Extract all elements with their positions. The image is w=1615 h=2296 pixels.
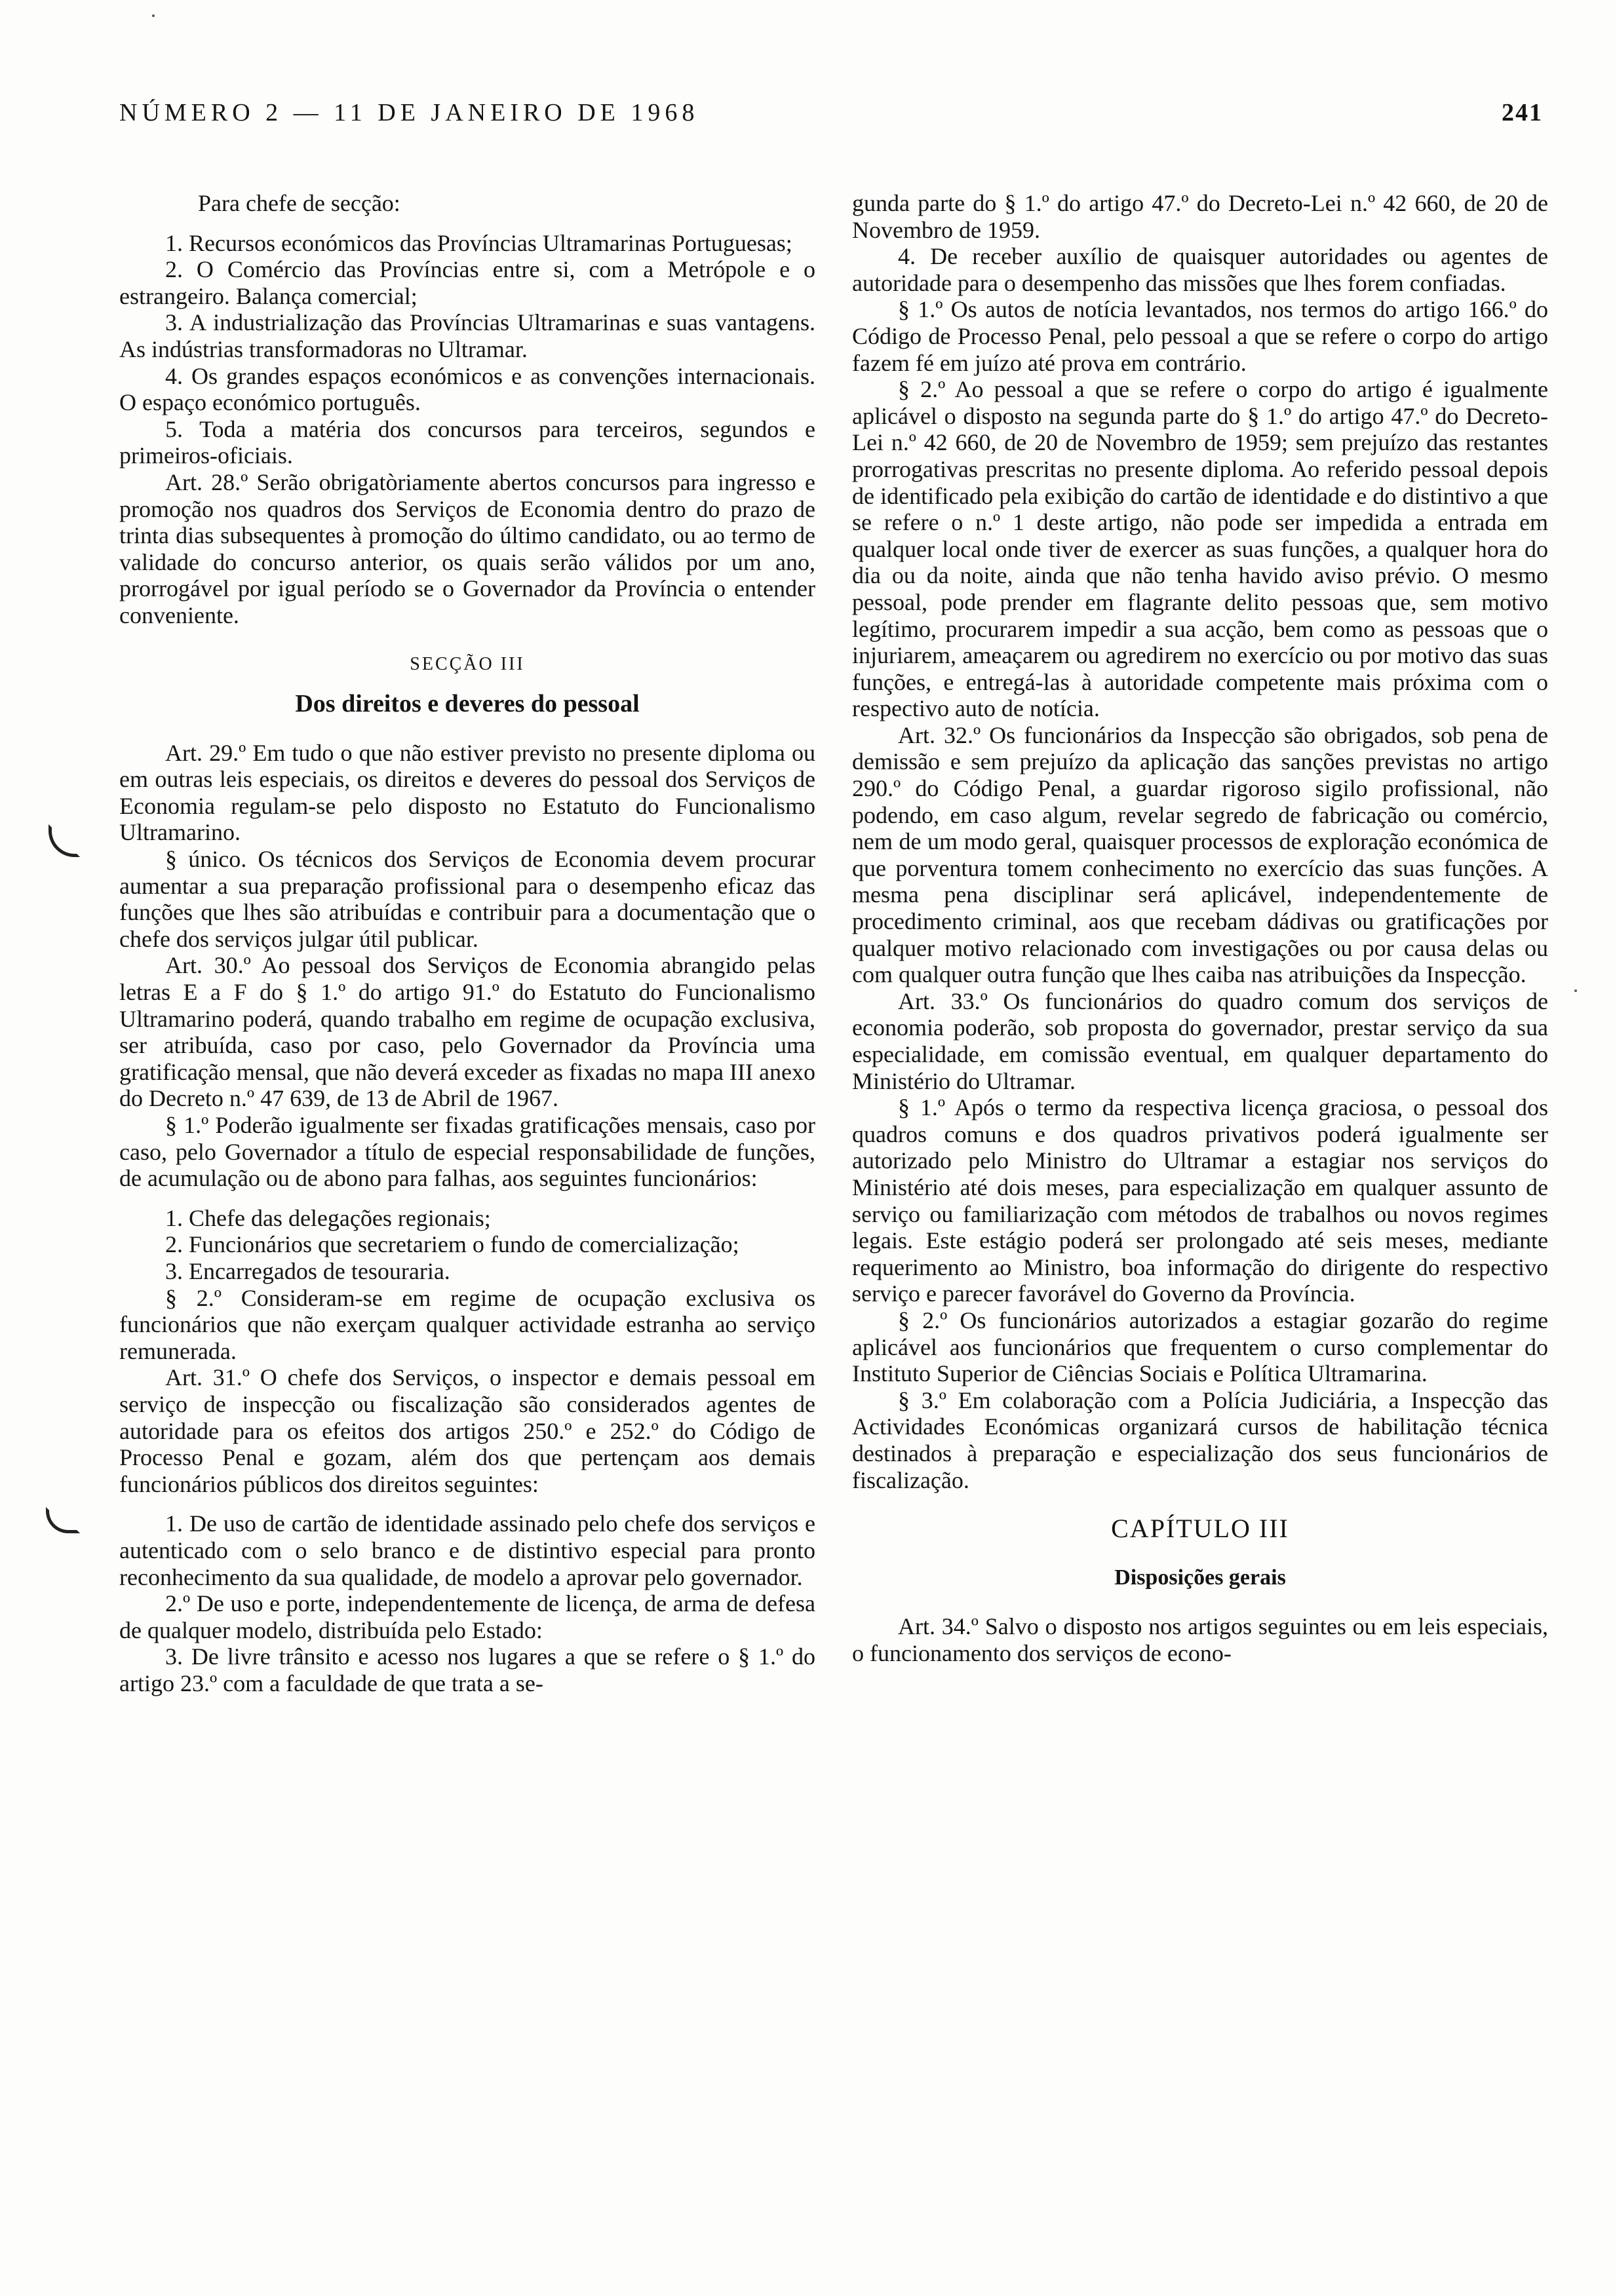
left-column-paragraph: § 1.º Poderão igualmente ser fixadas gratificações mensais, caso por caso, pelo Governador a título de especial responsabilidade de funções, de acumulação ou de abono para falhas, aos seguintes funcionários:	[119, 1112, 815, 1192]
scan-speck	[1574, 989, 1577, 992]
left-column-paragraph: § único. Os técnicos dos Serviços de Economia devem procurar aumentar a sua preparação profissional para o desempenho eficaz das funções que lhes são atribuídas e contribuir para a documentação que o chefe dos serviços julgar útil publicar.	[119, 846, 815, 952]
left-column-paragraph: Art. 31.º O chefe dos Serviços, o inspector e demais pessoal em serviço de inspecção ou fiscalização são considerados agentes de autoridade para os efeitos dos artigos 250.º e 252.º do Código de Processo Penal e gozam, além dos que pertençam aos demais funcionários públicos dos direitos seguintes:	[119, 1364, 815, 1497]
right-column-paragraph: § 2.º Ao pessoal a que se refere o corpo do artigo é igualmente aplicável o disposto na segunda parte do § 1.º do artigo 47.º do Decreto-Lei n.º 42 660, de 20 de Novembro de 1959; sem prejuízo das restantes prorrogativas prescritas no presente diploma. Ao referido pessoal depois de identificado pela exibição do cartão de identidade e do distintivo a que se refere o n.º 1 deste artigo, não pode ser impedida a entrada em qualquer local onde tiver de exercer as suas funções, a qualquer hora do dia ou da noite, ainda que não tenha havido aviso prévio. O mesmo pessoal, pode prender em flagrante delito pessoas que, sem motivo legítimo, procurarem impedir a sua acção, bem como as pessoas que o injuriarem, ameaçarem ou agredirem no exercício ou por motivo das suas funções, e entregá-las à autoridade competente mais próxima com o respectivo auto de notícia.	[852, 376, 1548, 722]
left-column-paragraph: 1. Chefe das delegações regionais;	[165, 1204, 491, 1231]
right-column-paragraph: Disposições gerais	[1114, 1565, 1286, 1590]
left-column-paragraph: SECÇÃO III	[410, 653, 525, 674]
left-column-paragraph: § 2.º Consideram-se em regime de ocupação exclusiva os funcionários que não exerçam qualquer actividade estranha ao serviço remunerada.	[119, 1284, 815, 1364]
left-column-paragraph: 3. Encarregados de tesouraria.	[165, 1257, 450, 1284]
left-column-paragraph: Para chefe de secção:	[198, 190, 400, 216]
right-column-paragraph: gunda parte do § 1.º do artigo 47.º do Decreto-Lei n.º 42 660, de 20 de Novembro de 1959.	[852, 190, 1548, 243]
right-column	[852, 190, 1548, 1666]
right-column-paragraph: § 2.º Os funcionários autorizados a estagiar gozarão do regime aplicável aos funcionários que frequentem o curso complementar do Instituto Superior de Ciências Sociais e Política Ultramarina.	[852, 1307, 1548, 1387]
left-column-paragraph: 1. Recursos económicos das Províncias Ultramarinas Portuguesas;	[165, 229, 792, 256]
left-column-paragraph: 3. De livre trânsito e acesso nos lugares a que se refere o § 1.º do artigo 23.º com a faculdade de que trata a se-	[119, 1643, 815, 1696]
right-column-paragraph: § 1.º Após o termo da respectiva licença graciosa, o pessoal dos quadros comuns e dos quadros privativos poderá igualmente ser autorizado pelo Ministro do Ultramar a estagiar nos serviços do Ministério até dois meses, para especialização em qualquer assunto de serviço ou familiarização com métodos de trabalhos ou novos regimes legais. Este estágio poderá ser prolongado até seis meses, mediante requerimento ao Ministro, boa informação do dirigente do respectivo serviço e parecer favorável do Governo da Província.	[852, 1094, 1548, 1307]
right-column-paragraph: CAPÍTULO III	[1111, 1514, 1289, 1544]
right-column-paragraph: 4. De receber auxílio de quaisquer autoridades ou agentes de autoridade para o desempenho das missões que lhes forem confiadas.	[852, 243, 1548, 296]
left-column-paragraph: 2.º De uso e porte, independentemente de licença, de arma de defesa de qualquer modelo, distribuída pelo Estado:	[119, 1590, 815, 1643]
scan-speck	[152, 14, 155, 17]
scan-mark	[46, 1507, 80, 1533]
left-column-paragraph: 1. De uso de cartão de identidade assinado pelo chefe dos serviços e autenticado com o selo branco e de distintivo especial para pronto reconhecimento da sua qualidade, de modelo a aprovar pelo governador.	[119, 1510, 815, 1590]
right-column-paragraph: Art. 34.º Salvo o disposto nos artigos seguintes ou em leis especiais, o funcionamento dos serviços de econo-	[852, 1613, 1548, 1666]
left-column-paragraph: Art. 30.º Ao pessoal dos Serviços de Economia abrangido pelas letras E a F do § 1.º do artigo 91.º do Estatuto do Funcionalismo Ultramarino poderá, quando trabalho em regime de ocupação exclusiva, ser atribuída, caso por caso, pelo Governador da Província uma gratificação mensal, que não deverá exceder as fixadas no mapa III anexo do Decreto n.º 47 639, de 13 de Abril de 1967.	[119, 952, 815, 1112]
left-column-paragraph: Dos direitos e deveres do pessoal	[295, 690, 640, 718]
right-column-paragraph: § 1.º Os autos de notícia levantados, nos termos do artigo 166.º do Código de Processo Penal, pelo pessoal a que se refere o corpo do artigo fazem fé em juízo até prova em contrário.	[852, 296, 1548, 376]
left-column	[119, 190, 815, 1696]
right-column-paragraph: Art. 33.º Os funcionários do quadro comum dos serviços de economia poderão, sob proposta do governador, prestar serviço da sua especialidade, em comissão eventual, em qualquer departamento do Ministério do Ultramar.	[852, 987, 1548, 1094]
page-number: 241	[1502, 99, 1543, 126]
left-column-paragraph: 2. Funcionários que secretariem o fundo de comercialização;	[165, 1231, 739, 1258]
page-header	[119, 98, 1543, 144]
left-column-paragraph: 3. A industrialização das Províncias Ultramarinas e suas vantagens. As indústrias transformadoras no Ultramar.	[119, 309, 815, 362]
left-column-paragraph: 2. O Comércio das Províncias entre si, com a Metrópole e o estrangeiro. Balança comercial;	[119, 256, 815, 309]
right-column-paragraph: Art. 32.º Os funcionários da Inspecção são obrigados, sob pena de demissão e sem prejuízo da aplicação das sanções previstas no artigo 290.º do Código Penal, a guardar rigoroso sigilo profissional, não podendo, em caso algum, revelar segredo de fabricação ou comércio, nem de um modo geral, quaisquer processos de exploração económica de que porventura tomem conhecimento no exercício das suas funções. A mesma pena disciplinar será aplicável, independentemente de procedimento criminal, aos que recebam dádivas ou gratificações por qualquer motivo relacionado com investigações ou por causa delas ou com qualquer outra função que lhes caiba nas atribuições da Inspecção.	[852, 721, 1548, 988]
scan-mark	[49, 824, 80, 857]
right-column-paragraph: § 3.º Em colaboração com a Polícia Judiciária, a Inspecção das Actividades Económicas organizará cursos de habilitação técnica destinados à preparação e especialização dos seus funcionários de fiscalização.	[852, 1387, 1548, 1493]
left-column-paragraph: 5. Toda a matéria dos concursos para terceiros, segundos e primeiros-oficiais.	[119, 415, 815, 469]
left-column-paragraph: 4. Os grandes espaços económicos e as convenções internacionais. O espaço económico português.	[119, 362, 815, 416]
header-title: NÚMERO 2 — 11 DE JANEIRO DE 1968	[119, 99, 699, 126]
left-column-paragraph: Art. 29.º Em tudo o que não estiver previsto no presente diploma ou em outras leis especiais, os direitos e deveres do pessoal dos Serviços de Economia regulam-se pelo disposto no Estatuto do Funcionalismo Ultramarino.	[119, 739, 815, 846]
left-column-paragraph: Art. 28.º Serão obrigatòriamente abertos concursos para ingresso e promoção nos quadros dos Serviços de Economia dentro do prazo de trinta dias subsequentes à promoção do último candidato, ou ao termo de validade do concurso anterior, os quais serão válidos por um ano, prorrogável por igual período se o Governador da Província o entender conveniente.	[119, 469, 815, 628]
